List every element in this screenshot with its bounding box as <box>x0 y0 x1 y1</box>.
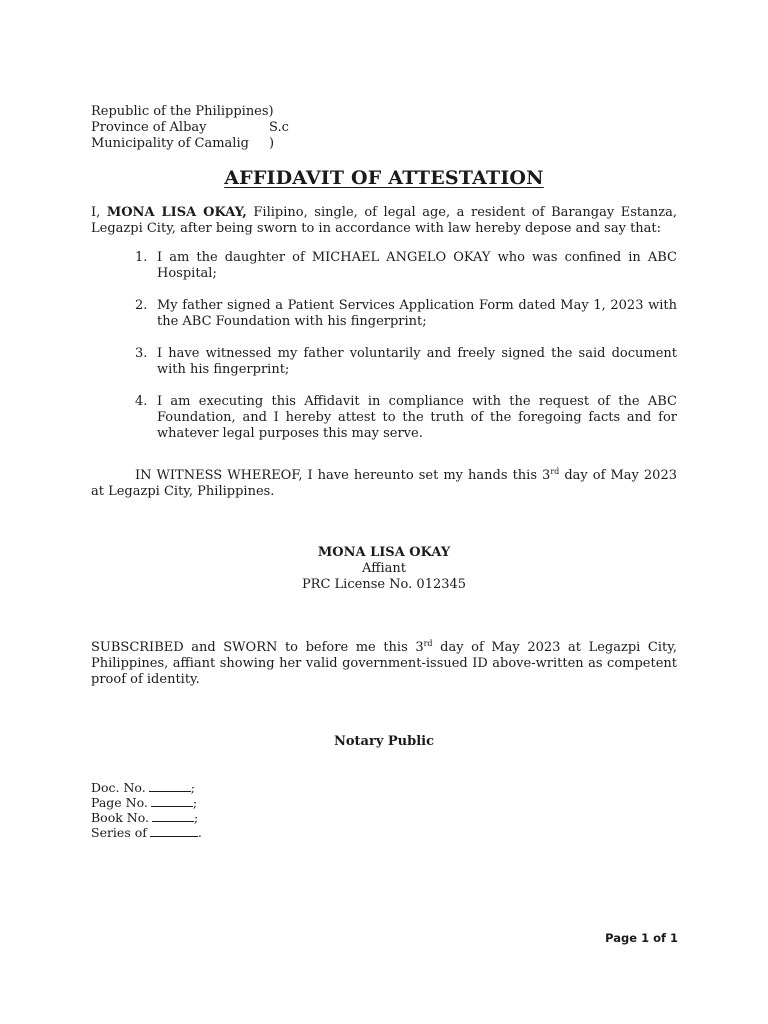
list-item <box>91 250 677 282</box>
list-item <box>91 394 677 442</box>
item-text: I am the daughter of MICHAEL ANGELO OKAY who was confined in ABC Hospital; <box>157 250 677 281</box>
item-number: 2. <box>135 298 148 313</box>
list-item <box>91 346 677 378</box>
venue-province: Province of Albay <box>91 120 207 135</box>
intro-paragraph: I, MONA LISA OKAY, Filipino, single, of legal age, a resident of Barangay Estanza, Legazpi City, after being sworn to in accordance with law hereby depose and say that: <box>91 205 677 236</box>
venue-block <box>91 104 331 152</box>
license-number: PRC License No. 012345 <box>301 577 467 592</box>
item-number: 4. <box>135 394 148 409</box>
venue-municipality: Municipality of Camalig <box>91 136 249 151</box>
page-no-field: Page No. ; <box>91 795 198 810</box>
list-item <box>91 298 677 330</box>
notarial-register <box>91 780 291 840</box>
witness-paragraph: IN WITNESS WHEREOF, I have hereunto set my hands this 3rd day of May 2023 at Legazpi City, Philippines. <box>91 467 677 499</box>
blank-line <box>150 825 198 837</box>
venue-country: Republic of the Philippines) <box>91 104 274 119</box>
statement-list <box>91 250 677 458</box>
item-text: I am executing this Affidavit in compliance with the request of the ABC Foundation, and I hereby attest to the truth of the foregoing facts and for whatever legal purposes this may serve. <box>157 394 677 441</box>
venue-paren: ) <box>269 136 275 151</box>
signature-block <box>0 545 768 593</box>
signatory-role: Affiant <box>362 561 406 576</box>
item-text: I have witnessed my father voluntarily and freely signed the said document with his fingerprint; <box>157 346 677 377</box>
item-number: 1. <box>135 250 148 265</box>
jurat-paragraph: SUBSCRIBED and SWORN to before me this 3rd day of May 2023 at Legazpi City, Philippines, affiant showing her valid government-issued ID above-written as competent proof of identity. <box>91 639 677 687</box>
document-title: AFFIDAVIT OF ATTESTATION <box>224 167 544 189</box>
item-text: My father signed a Patient Services Application Form dated May 1, 2023 with the ABC Foundation with his fingerprint; <box>157 298 677 329</box>
signatory-name: MONA LISA OKAY <box>317 545 451 560</box>
doc-no-field: Doc. No. ; <box>91 780 195 795</box>
item-number: 3. <box>135 346 148 361</box>
blank-line <box>152 810 194 822</box>
blank-line <box>149 780 191 792</box>
blank-line <box>151 795 193 807</box>
series-field: Series of . <box>91 825 202 840</box>
notary-public-label: Notary Public <box>333 734 435 749</box>
venue-sc-mark: S.c <box>269 120 289 135</box>
affiant-name: MONA LISA OKAY, <box>106 205 247 220</box>
page-number: Page 1 of 1 <box>605 931 678 945</box>
book-no-field: Book No. ; <box>91 810 199 825</box>
